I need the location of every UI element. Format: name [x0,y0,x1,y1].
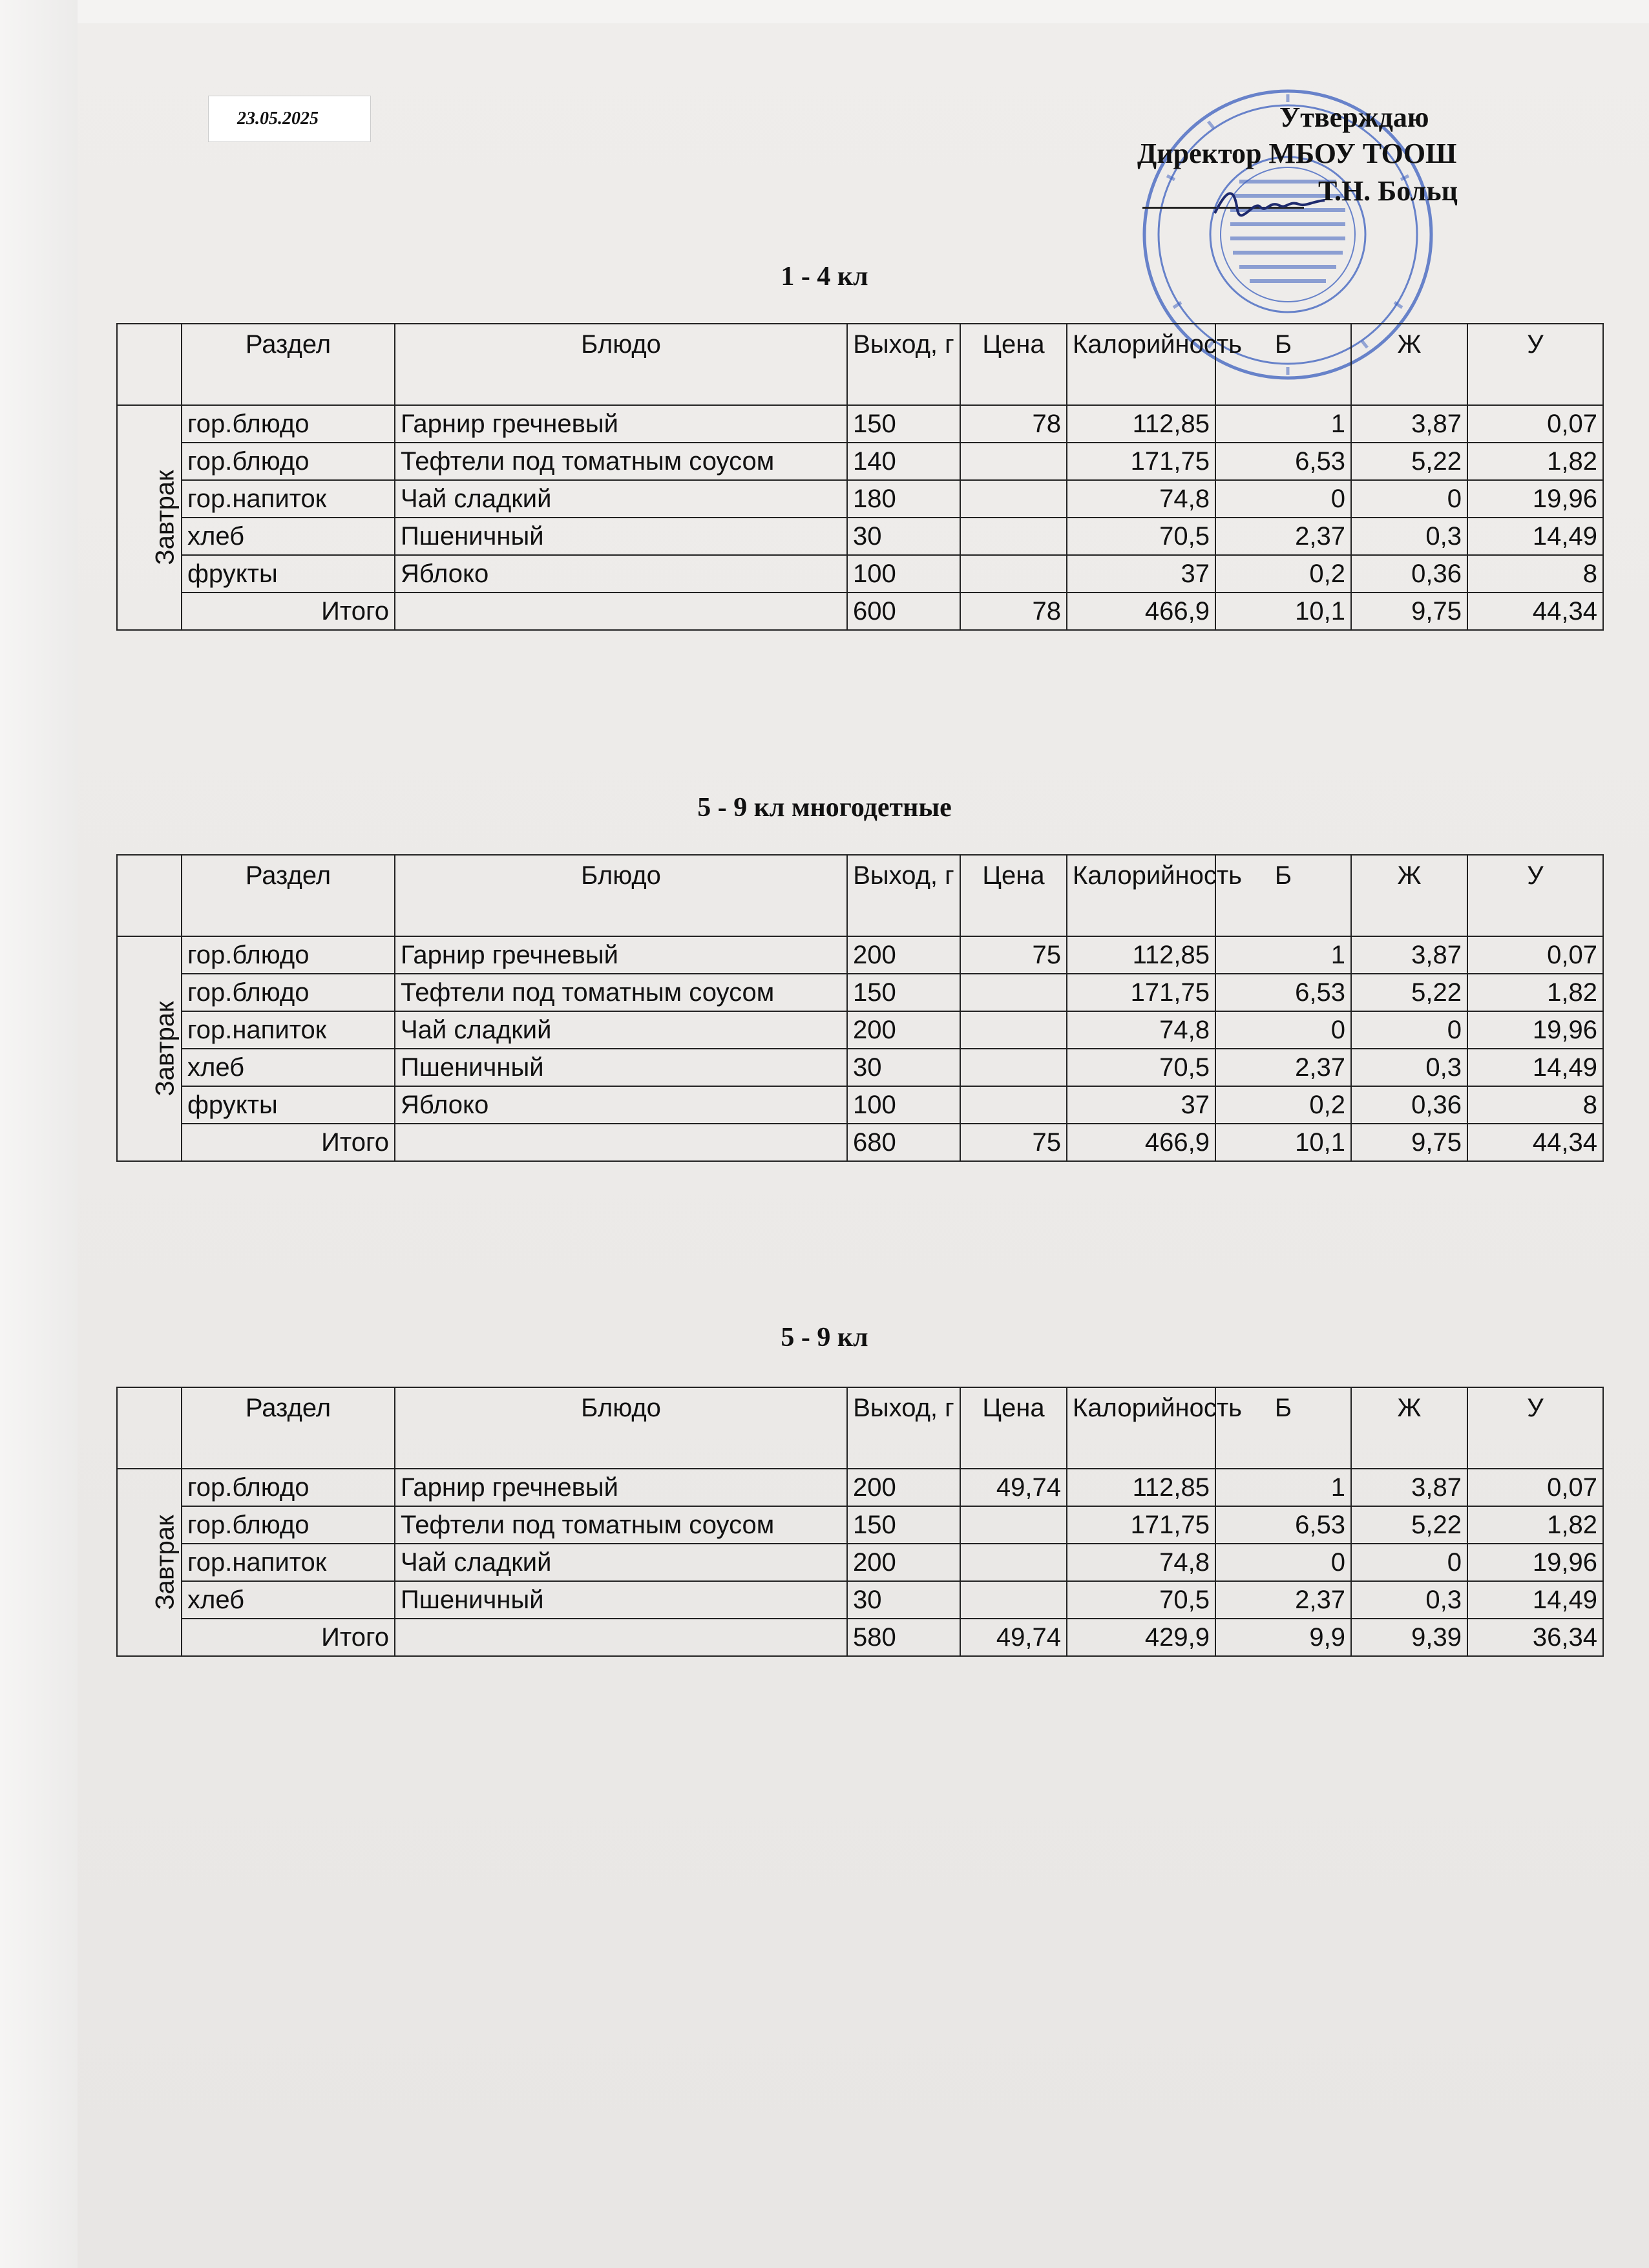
cell-fat: 5,22 [1351,974,1467,1011]
cell-dish: Пшеничный [395,1581,847,1619]
header-dish: Блюдо [395,1387,847,1469]
total-price: 78 [960,593,1067,630]
table-row [117,480,1603,518]
total-price: 49,74 [960,1619,1067,1656]
cell-dish: Яблоко [395,555,847,593]
cell-carbs: 14,49 [1467,1581,1603,1619]
total-row [117,1124,1603,1161]
menu-table-3 [116,1387,1604,1657]
total-fat: 9,39 [1351,1619,1467,1656]
total-calories: 466,9 [1067,1124,1215,1161]
cell-fat: 0,3 [1351,1581,1467,1619]
cell-dish: Чай сладкий [395,1544,847,1581]
cell-price [960,1544,1067,1581]
cell-carbs: 8 [1467,555,1603,593]
header-section: Раздел [182,324,395,405]
total-label: Итого [182,1619,395,1656]
cell-section: хлеб [182,1049,395,1086]
header-calories: Калорийность [1067,855,1215,936]
total-row [117,1619,1603,1656]
cell-protein: 1 [1215,936,1351,974]
header-dish: Блюдо [395,324,847,405]
header-output: Выход, г [847,324,960,405]
cell-protein: 0,2 [1215,1086,1351,1124]
total-label: Итого [182,593,395,630]
cell-dish: Гарнир гречневый [395,405,847,443]
cell-fat: 5,22 [1351,1506,1467,1544]
header-carbs: У [1467,1387,1603,1469]
header-protein: Б [1215,324,1351,405]
cell-carbs: 1,82 [1467,974,1603,1011]
cell-output: 140 [847,443,960,480]
cell-protein: 6,53 [1215,443,1351,480]
cell-output: 180 [847,480,960,518]
header-section: Раздел [182,1387,395,1469]
cell-carbs: 8 [1467,1086,1603,1124]
cell-dish: Яблоко [395,1086,847,1124]
cell-price: 49,74 [960,1469,1067,1506]
cell-dish: Тефтели под томатным соусом [395,974,847,1011]
table-row [117,974,1603,1011]
cell-price [960,555,1067,593]
header-output: Выход, г [847,855,960,936]
header-calories: Калорийность [1067,324,1215,405]
cell-calories: 171,75 [1067,443,1215,480]
cell-price [960,443,1067,480]
approve-title: Утверждаю [1279,101,1429,133]
cell-fat: 5,22 [1351,443,1467,480]
cell-carbs: 0,07 [1467,1469,1603,1506]
cell-output: 30 [847,1581,960,1619]
cell-output: 30 [847,518,960,555]
header-protein: Б [1215,1387,1351,1469]
approve-name: Т.Н. Больц [1318,175,1458,207]
cell-section: хлеб [182,1581,395,1619]
meal-side-label: Завтрак [117,1469,182,1656]
cell-protein: 1 [1215,405,1351,443]
cell-carbs: 0,07 [1467,405,1603,443]
cell-section: фрукты [182,1086,395,1124]
total-protein: 10,1 [1215,1124,1351,1161]
header-price: Цена [960,1387,1067,1469]
section-title-2: 5 - 9 кл многодетные [697,793,952,823]
cell-calories: 112,85 [1067,405,1215,443]
total-fat: 9,75 [1351,1124,1467,1161]
cell-price [960,974,1067,1011]
approve-position: Директор МБОУ ТООШ [1137,138,1457,169]
section-title-1: 1 - 4 кл [781,262,868,291]
cell-calories: 171,75 [1067,974,1215,1011]
header-section: Раздел [182,855,395,936]
scan-edge-left [0,0,78,2268]
cell-price: 78 [960,405,1067,443]
table-row [117,936,1603,974]
cell-output: 100 [847,1086,960,1124]
header-dish: Блюдо [395,855,847,936]
total-protein: 9,9 [1215,1619,1351,1656]
cell-section: гор.блюдо [182,974,395,1011]
table-row [117,1581,1603,1619]
cell-output: 30 [847,1049,960,1086]
cell-dish: Чай сладкий [395,480,847,518]
cell-calories: 74,8 [1067,1011,1215,1049]
cell-section: гор.блюдо [182,443,395,480]
cell-output: 150 [847,1506,960,1544]
cell-protein: 6,53 [1215,974,1351,1011]
cell-output: 200 [847,1011,960,1049]
cell-fat: 0,36 [1351,555,1467,593]
cell-protein: 1 [1215,1469,1351,1506]
cell-section: гор.напиток [182,480,395,518]
cell-protein: 2,37 [1215,1049,1351,1086]
menu-table-1 [116,323,1604,631]
cell-carbs: 19,96 [1467,1544,1603,1581]
cell-calories: 112,85 [1067,1469,1215,1506]
section-title-3: 5 - 9 кл [781,1323,868,1352]
total-fat: 9,75 [1351,593,1467,630]
cell-calories: 74,8 [1067,480,1215,518]
cell-output: 200 [847,1469,960,1506]
cell-protein: 6,53 [1215,1506,1351,1544]
header-carbs: У [1467,324,1603,405]
header-calories: Калорийность [1067,1387,1215,1469]
cell-section: фрукты [182,555,395,593]
header-protein: Б [1215,855,1351,936]
cell-section: гор.блюдо [182,1469,395,1506]
cell-empty [395,1124,847,1161]
cell-output: 150 [847,974,960,1011]
cell-protein: 2,37 [1215,518,1351,555]
cell-section: гор.напиток [182,1011,395,1049]
cell-calories: 112,85 [1067,936,1215,974]
cell-price [960,1506,1067,1544]
cell-dish: Гарнир гречневый [395,936,847,974]
cell-fat: 3,87 [1351,405,1467,443]
header-fat: Ж [1351,855,1467,936]
cell-calories: 70,5 [1067,1049,1215,1086]
cell-output: 200 [847,1544,960,1581]
meal-side-label: Завтрак [117,405,182,630]
cell-calories: 37 [1067,1086,1215,1124]
total-price: 75 [960,1124,1067,1161]
cell-dish: Тефтели под томатным соусом [395,443,847,480]
cell-fat: 0,3 [1351,1049,1467,1086]
cell-output: 150 [847,405,960,443]
table-row [117,1469,1603,1506]
cell-fat: 3,87 [1351,1469,1467,1506]
cell-output: 200 [847,936,960,974]
table-row [117,555,1603,593]
total-output: 680 [847,1124,960,1161]
table-row [117,1049,1603,1086]
cell-protein: 2,37 [1215,1581,1351,1619]
header-fat: Ж [1351,324,1467,405]
header-blank [117,855,182,936]
cell-price [960,518,1067,555]
total-carbs: 44,34 [1467,593,1603,630]
total-output: 580 [847,1619,960,1656]
date-label: 23.05.2025 [208,96,371,142]
cell-fat: 0 [1351,1544,1467,1581]
cell-protein: 0 [1215,480,1351,518]
header-fat: Ж [1351,1387,1467,1469]
cell-carbs: 19,96 [1467,1011,1603,1049]
cell-calories: 74,8 [1067,1544,1215,1581]
cell-empty [395,1619,847,1656]
table-row [117,1544,1603,1581]
total-calories: 466,9 [1067,593,1215,630]
cell-calories: 70,5 [1067,518,1215,555]
cell-dish: Гарнир гречневый [395,1469,847,1506]
header-price: Цена [960,324,1067,405]
total-calories: 429,9 [1067,1619,1215,1656]
cell-price [960,1049,1067,1086]
cell-carbs: 1,82 [1467,443,1603,480]
cell-fat: 0 [1351,480,1467,518]
cell-price [960,1581,1067,1619]
handwritten-signature [1208,181,1331,233]
cell-price [960,480,1067,518]
cell-section: гор.блюдо [182,405,395,443]
total-protein: 10,1 [1215,593,1351,630]
cell-section: хлеб [182,518,395,555]
total-carbs: 36,34 [1467,1619,1603,1656]
table-row [117,1506,1603,1544]
cell-section: гор.блюдо [182,936,395,974]
cell-dish: Чай сладкий [395,1011,847,1049]
cell-protein: 0 [1215,1011,1351,1049]
header-output: Выход, г [847,1387,960,1469]
header-blank [117,324,182,405]
cell-price: 75 [960,936,1067,974]
table-row [117,405,1603,443]
cell-section: гор.напиток [182,1544,395,1581]
table-row [117,443,1603,480]
cell-carbs: 0,07 [1467,936,1603,974]
cell-fat: 0 [1351,1011,1467,1049]
header-blank [117,1387,182,1469]
total-label: Итого [182,1124,395,1161]
total-carbs: 44,34 [1467,1124,1603,1161]
cell-fat: 3,87 [1351,936,1467,974]
cell-section: гор.блюдо [182,1506,395,1544]
total-row [117,593,1603,630]
cell-protein: 0,2 [1215,555,1351,593]
total-output: 600 [847,593,960,630]
table-row [117,1086,1603,1124]
cell-empty [395,593,847,630]
cell-price [960,1086,1067,1124]
cell-carbs: 1,82 [1467,1506,1603,1544]
table-row [117,518,1603,555]
scan-edge-top [0,0,1649,23]
cell-calories: 171,75 [1067,1506,1215,1544]
cell-dish: Пшеничный [395,1049,847,1086]
cell-calories: 37 [1067,555,1215,593]
table-row [117,1011,1603,1049]
cell-fat: 0,36 [1351,1086,1467,1124]
header-carbs: У [1467,855,1603,936]
cell-output: 100 [847,555,960,593]
cell-carbs: 19,96 [1467,480,1603,518]
cell-price [960,1011,1067,1049]
cell-carbs: 14,49 [1467,1049,1603,1086]
cell-fat: 0,3 [1351,518,1467,555]
menu-table-2 [116,854,1604,1162]
cell-carbs: 14,49 [1467,518,1603,555]
cell-calories: 70,5 [1067,1581,1215,1619]
cell-protein: 0 [1215,1544,1351,1581]
header-price: Цена [960,855,1067,936]
cell-dish: Пшеничный [395,518,847,555]
cell-dish: Тефтели под томатным соусом [395,1506,847,1544]
meal-side-label: Завтрак [117,936,182,1161]
